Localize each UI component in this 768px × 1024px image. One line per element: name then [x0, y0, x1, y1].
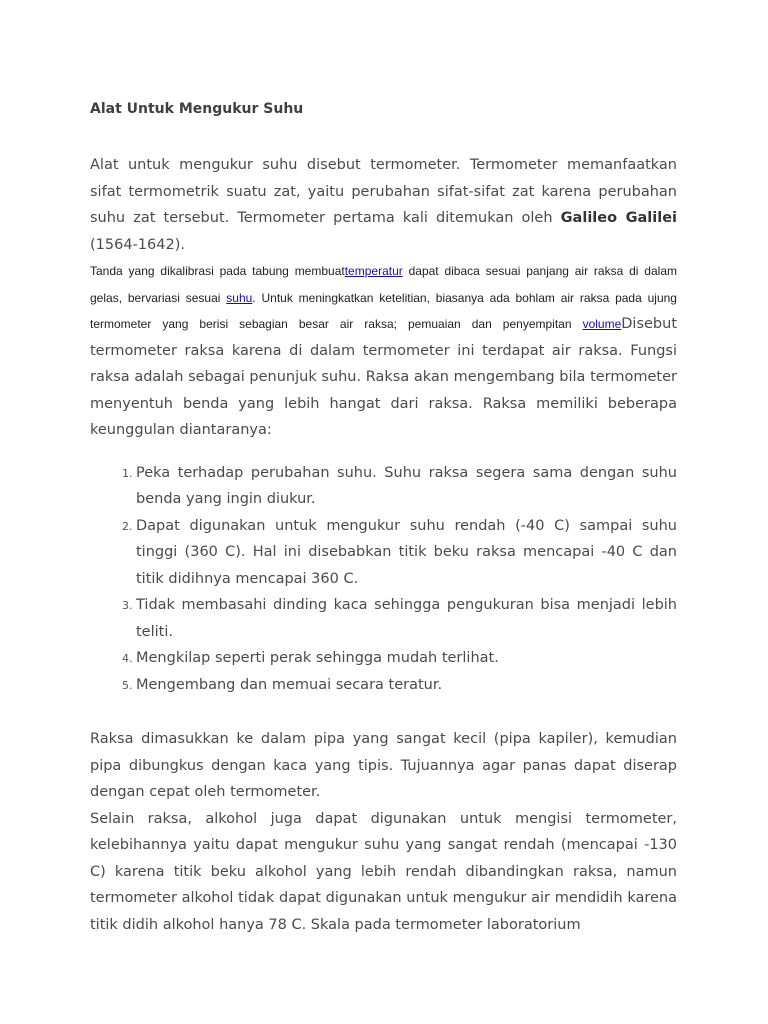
mixed-paragraph: [90, 258, 677, 444]
advantages-list: [90, 460, 677, 699]
link-volume[interactable]: volume: [582, 317, 622, 331]
mixed-text-2: dapat dibaca sesuai panjang air raksa di dalam gelas, bervariasi sesuai: [90, 264, 677, 305]
list-item: 2. Dapat digunakan untuk mengukur suhu rendah (-40 C) sampai suhu tinggi (360 C). Hal ini disebabkan titik beku raksa mencapai -40 C dan titik didihnya mencapai 360 C.: [136, 513, 677, 593]
list-item: 3. Tidak membasahi dinding kaca sehingga pengukuran bisa menjadi lebih teliti.: [136, 592, 677, 645]
list-item: 4. Mengkilap seperti perak sehingga mudah terlihat.: [136, 645, 677, 672]
list-item: 5. Mengembang dan memuai secara teratur.: [136, 672, 677, 699]
mixed-text-3: . Untuk meningkatkan ketelitian, biasanya ada bohlam air raksa pada ujung termometer yang berisi sebagian besar air raksa; pemuaian dan penyempitan: [90, 290, 677, 331]
intro-text: Alat untuk mengukur suhu disebut termometer. Termometer memanfaatkan sifat termometrik suatu zat, yaitu perubahan sifat-sifat zat karena perubahan suhu zat tersebut. Termometer pertama kali ditemukan oleh: [90, 157, 677, 226]
list-item: 1. Peka terhadap perubahan suhu. Suhu raksa segera sama dengan suhu benda yang ingin diukur.: [136, 460, 677, 513]
page-title: Alat Untuk Mengukur Suhu: [90, 101, 304, 117]
alcohol-paragraph: Selain raksa, alkohol juga dapat digunakan untuk mengisi termometer, kelebihannya yaitu dapat mengukur suhu yang sangat rendah (mencapai -130 C) karena titik beku alkohol yang lebih rendah dibandingkan raksa, namun termometer alkohol tidak dapat digunakan untuk mengukur air mendidih karena titik didih alkohol hanya 78 C. Skala pada termometer laboratorium: [90, 810, 677, 933]
mixed-text-1: Tanda yang dikalibrasi pada tabung membuat: [90, 264, 345, 278]
mixed-text-4: Disebut termometer raksa karena di dalam termometer ini terdapat air raksa. Fungsi raksa adalah sebagai penunjuk suhu. Raksa akan mengembang bila termometer menyentuh benda yang lebih hangat dari raksa. Raksa memiliki beberapa keunggulan diantaranya:: [90, 316, 677, 438]
link-temperatur[interactable]: temperatur: [344, 264, 403, 278]
intro-paragraph: [90, 152, 677, 258]
document-page: [90, 96, 677, 938]
capillary-paragraph: Raksa dimasukkan ke dalam pipa yang sangat kecil (pipa kapiler), kemudian pipa dibungkus dengan kaca yang tipis. Tujuannya agar panas dapat diserap dengan cepat oleh termometer.: [90, 731, 677, 800]
link-suhu[interactable]: suhu: [226, 290, 253, 305]
spacer: [90, 710, 677, 726]
intro-tail: (1564-1642).: [90, 236, 185, 253]
intro-bold-name: Galileo Galilei: [560, 210, 677, 226]
